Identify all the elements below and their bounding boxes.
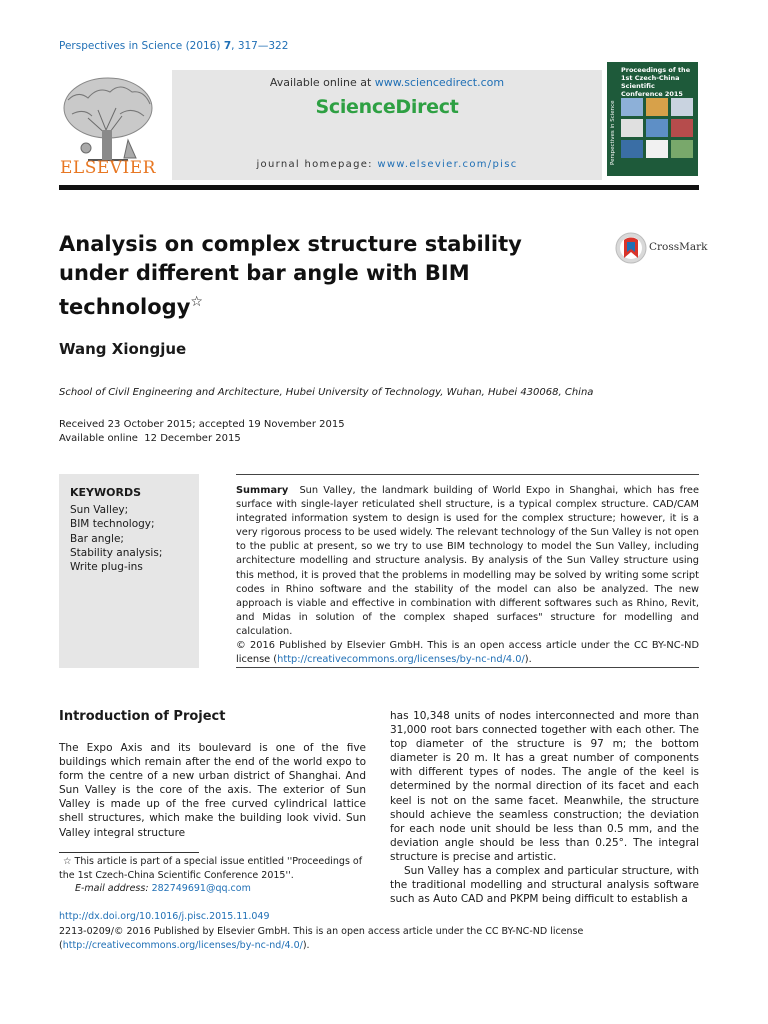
email-label bbox=[59, 883, 152, 894]
cover-side-title: Perspectives in Science bbox=[610, 100, 616, 165]
crossmark-label: CrossMark bbox=[649, 241, 708, 253]
body-left-column: The Expo Axis and its boulevard is one of the five buildings which remain after the end of the world expo to form the centre of a new urban district of Shanghai. And Sun Valley is the core of the axis. The exterior of Sun Valley is made up of the free curved cylindrical lattice shell structures, which make the building look vivid. Sun Valley integral structure bbox=[59, 742, 366, 839]
article-title-text: Analysis on complex structure stability under different bar angle with BIM technology bbox=[59, 232, 522, 319]
journal-cover[interactable] bbox=[607, 62, 698, 176]
journal-citation[interactable] bbox=[59, 40, 288, 52]
journal-volume: 7 bbox=[223, 40, 232, 52]
journal-homepage-prefix: journal homepage: bbox=[256, 159, 378, 170]
available-date: Available online 12 December 2015 bbox=[59, 433, 241, 444]
summary-block bbox=[236, 484, 699, 667]
copyright-license-link[interactable]: http://creativecommons.org/licenses/by-nc-nd/4.0/ bbox=[62, 939, 303, 951]
summary-text: Sun Valley, the landmark building of World Expo in Shanghai, which has free surface with single-layer reticulated shell structure, is a typical complex structure. CAD/CAM integrated information system to design is used for the complex structure; however, it is a very rigorous process to be used widely. The relevant technology of the Sun Valley is not open to the public at present, so we try to use BIM technology to model the Sun Valley, including architecture modelling and structure analysis. By analysis of the Sun Valley structure using this method, it is proved that the problems in modelling may be solved by writing some script codes in Rhino software and the stability of the model can also be analyzed. The new approach is viable and effective in combination with different softwares such as Rhino, Revit, and Midas in solution of the complex shaped surfaces" structure for modelling and calculation. bbox=[236, 485, 699, 637]
cover-title: Proceedings of the 1st Czech-China Scientific Conference 2015 bbox=[621, 66, 691, 98]
crossmark-badge[interactable] bbox=[615, 232, 708, 264]
title-star-icon[interactable]: ☆ bbox=[190, 294, 203, 310]
elsevier-logo[interactable] bbox=[58, 70, 158, 180]
keywords-list bbox=[70, 503, 162, 574]
summary-label: Summary bbox=[236, 485, 289, 496]
email-label-text: E-mail address: bbox=[75, 883, 152, 894]
header-rule bbox=[59, 185, 699, 190]
footnote-star-icon: ☆ bbox=[63, 856, 72, 867]
keyword-item: Write plug-ins bbox=[70, 561, 143, 574]
crossmark-icon bbox=[615, 232, 647, 264]
keywords-box bbox=[59, 474, 199, 668]
keyword-item: BIM technology; bbox=[70, 518, 155, 531]
article-dates bbox=[59, 418, 345, 446]
summary-license-suffix: ). bbox=[524, 654, 532, 666]
doi-link[interactable]: http://dx.doi.org/10.1016/j.pisc.2015.11.049 bbox=[59, 911, 270, 922]
summary-bottom-rule bbox=[236, 667, 699, 668]
summary-top-rule bbox=[236, 474, 699, 475]
footnote-rule bbox=[59, 852, 199, 853]
summary-license-prefix: © 2016 Published by Elsevier GmbH. This is an open access article under the CC BY-NC-ND license ( bbox=[236, 640, 699, 666]
cover-image-grid-icon bbox=[621, 98, 693, 160]
sciencedirect-link[interactable]: www.sciencedirect.com bbox=[374, 76, 505, 89]
article-title bbox=[59, 230, 579, 322]
author-name: Wang Xiongjue bbox=[59, 340, 187, 358]
body-right-column bbox=[390, 709, 699, 906]
journal-pages: , 317—322 bbox=[231, 40, 289, 52]
keyword-item: Sun Valley; bbox=[70, 504, 129, 516]
footnote-text: This article is part of a special issue entitled ''Proceedings of the 1st Czech-China Scientific Conference 2015''. bbox=[59, 856, 363, 881]
author-affiliation: School of Civil Engineering and Architecture, Hubei University of Technology, Wuhan, Hubei 430068, China bbox=[59, 387, 594, 398]
received-date: Received 23 October 2015; accepted 19 November 2015 bbox=[59, 419, 345, 430]
body-paragraph: Sun Valley has a complex and particular structure, with the traditional modelling and structural analysis software such as Auto CAD and PKPM being difficult to establish a bbox=[390, 865, 699, 906]
journal-homepage bbox=[172, 159, 602, 170]
copyright bbox=[59, 925, 699, 952]
sciencedirect-banner bbox=[172, 70, 602, 180]
body-paragraph: has 10,348 units of nodes interconnected and more than 31,000 root bars connected together with each other. The top diameter of the structure is 97 m; the bottom diameter is 20 m. It has a great number of components with different types of nodes. The angle of the keel is determined by the normal direction of its facet and each keel is not on the same facet. Meanwhile, the structure should achieve the seamless construction; the deviation for each node unit should be less than 0.5 mm, and the deviation angle should be less than 0.25°. The integral structure is precise and artistic. bbox=[390, 710, 699, 863]
available-online bbox=[172, 76, 602, 89]
summary-license-link[interactable]: http://creativecommons.org/licenses/by-nc-nd/4.0/ bbox=[277, 654, 525, 666]
email-link[interactable]: 282749691@qq.com bbox=[151, 883, 251, 894]
copyright-prefix: 2213-0209/© 2016 Published by Elsevier GmbH. This is an open access article under the CC BY-NC-ND license ( bbox=[59, 926, 584, 951]
section-heading: Introduction of Project bbox=[59, 709, 226, 724]
journal-homepage-link[interactable]: www.elsevier.com/pisc bbox=[377, 159, 518, 170]
available-online-prefix: Available online at bbox=[269, 76, 375, 89]
elsevier-wordmark: ELSEVIER bbox=[60, 158, 156, 178]
keyword-item: Stability analysis; bbox=[70, 546, 163, 559]
journal-name: Perspectives in Science (2016) bbox=[59, 40, 221, 52]
keywords-heading: KEYWORDS bbox=[70, 486, 142, 499]
keyword-item: Bar angle; bbox=[70, 532, 124, 545]
footnote bbox=[59, 855, 366, 896]
sciencedirect-brand[interactable]: ScienceDirect bbox=[315, 96, 459, 118]
copyright-suffix: ). bbox=[302, 939, 310, 951]
